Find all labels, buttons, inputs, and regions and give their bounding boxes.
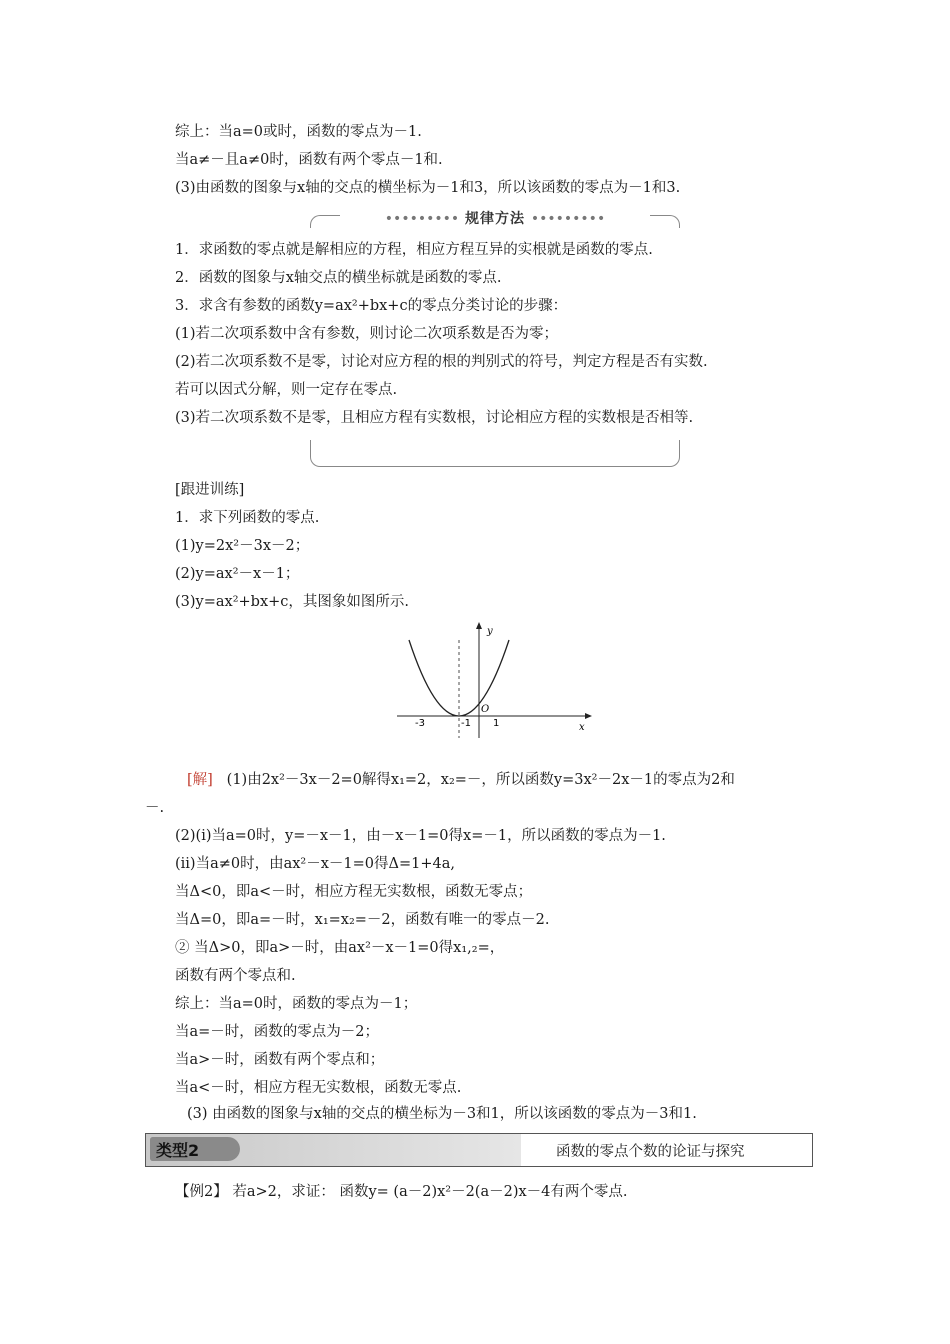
solution-line: ② 当Δ>0，即a>－时，由ax²－x－1=0得x₁,₂=， (175, 940, 505, 956)
x-axis-arrow (585, 713, 592, 719)
type-label: 类型2 (156, 1141, 200, 1160)
rule-title-text: 规律方法 (465, 211, 525, 227)
type-tag-band (146, 1134, 521, 1166)
rule-item: (2)若二次项系数不是零，讨论对应方程的根的判别式的符号，判定方程是否有实数. (175, 354, 708, 370)
tick-label-neg3: -3 (415, 718, 425, 729)
rule-item: 1．求函数的零点就是解相应的方程，相应方程互异的实根就是函数的零点. (175, 242, 653, 258)
practice-item: 1．求下列函数的零点. (175, 510, 320, 526)
solution-line: 函数有两个零点和. (175, 968, 296, 984)
solution-line: (ⅱ)当a≠0时，由ax²－x－1=0得Δ=1+4a, (175, 856, 455, 872)
type-title: 函数的零点个数的论证与探究 (556, 1144, 745, 1160)
solution-text: (1)由2x²－3x－2=0解得x₁=2，x₂=－，所以函数y=3x²－2x－1的零点为2和 (226, 772, 735, 788)
rule-title-dots-right: ••••••••• (530, 211, 606, 227)
tick-label-1: 1 (493, 718, 500, 729)
solution-line: 当a>－时，函数有两个零点和； (175, 1052, 385, 1068)
tick-label-neg1: -1 (461, 718, 471, 729)
example-2: 【例2】 若a>2，求证： 函数y= (a－2)x²－2(a－2)x－4有两个零点. (175, 1184, 628, 1200)
y-axis-arrow (476, 622, 482, 629)
practice-item: (2)y=ax²－x－1； (175, 566, 300, 582)
solution-line: 当a<－时，相应方程无实数根，函数无零点. (175, 1080, 462, 1096)
rule-box-bottom-border (310, 440, 680, 467)
practice-item: (1)y=2x²－3x－2； (175, 538, 310, 554)
x-axis-label: x (579, 722, 585, 733)
origin-label: O (481, 704, 490, 715)
summary-line-1: 综上：当a=0或时，函数的零点为－1. (175, 124, 422, 140)
rule-item: 3．求含有参数的函数y=ax²+bx+c的零点分类讨论的步骤： (175, 298, 568, 314)
rule-item: 若可以因式分解，则一定存在零点. (175, 382, 398, 398)
rule-title-dots-left: ••••••••• (384, 211, 460, 227)
rule-box-title (340, 208, 650, 228)
solution-tag: [解] (187, 772, 213, 788)
practice-item: (3)y=ax²+bx+c，其图象如图所示. (175, 594, 410, 610)
rule-item: (3)若二次项系数不是零，且相应方程有实数根，讨论相应方程的实数根是否相等. (175, 410, 694, 426)
solution-line: 当Δ<0，即a<－时，相应方程无实数根，函数无零点； (175, 884, 533, 900)
solution-line-1 (187, 770, 735, 790)
solution-line: 综上：当a=0时，函数的零点为－1； (175, 996, 418, 1012)
summary-line-2: 当a≠－且a≠0时，函数有两个零点－1和. (175, 152, 443, 168)
summary-line-3: (3)由函数的图象与x轴的交点的横坐标为－1和3，所以该函数的零点为－1和3. (175, 180, 681, 196)
practice-heading: [跟进训练] (175, 482, 245, 498)
type-section-bar (145, 1133, 813, 1167)
solution-line: (2)(ⅰ)当a=0时，y=－x－1，由－x－1=0得x=－1，所以函数的零点为－1. (175, 828, 666, 844)
solution-line: －. (145, 800, 165, 816)
solution-line: (3) 由函数的图象与x轴的交点的横坐标为－3和1，所以该函数的零点为－3和1. (187, 1106, 697, 1122)
y-axis-label: y (487, 626, 493, 637)
solution-line: 当a=－时，函数的零点为－2； (175, 1024, 380, 1040)
rule-item: (1)若二次项系数中含有参数，则讨论二次项系数是否为零； (175, 326, 559, 342)
parabola-graph (395, 620, 595, 740)
rule-item: 2．函数的图象与x轴交点的横坐标就是函数的零点. (175, 270, 502, 286)
solution-line: 当Δ=0，即a=－时，x₁=x₂=－2，函数有唯一的零点－2. (175, 912, 550, 928)
